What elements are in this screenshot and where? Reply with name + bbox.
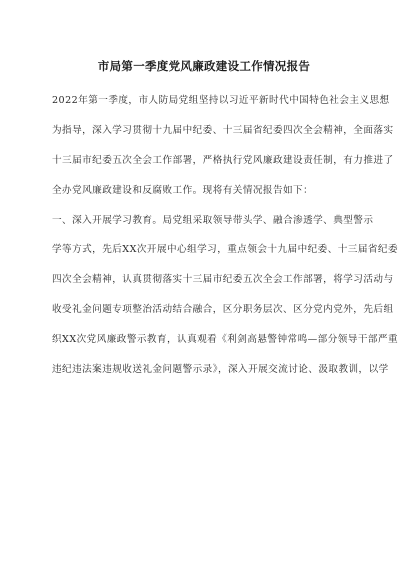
body-line-4: 全办党风廉政建设和反腐败工作。现将有关情况报告如下： [52,184,314,196]
body-line-1: 2022年第一季度，市人防局党组坚持以习近平新时代中国特色社会主义思想 [52,95,390,106]
body-line-2: 为指导，深入学习贯彻十九届中纪委、十三届省纪委四次全会精神，全面落实 [52,124,394,136]
document-title: 市局第一季度党风廉政建设工作情况报告 [97,59,311,73]
body-line-8: 收受礼金问题专项整治活动结合融合，区分职务层次、区分党内党外，先后组 [52,304,394,316]
body-line-10: 违纪违法案违规收送礼金问题警示录》，深入开展交流讨论、汲取教训，以学 [52,364,389,376]
body-line-6: 学等方式，先后XX次开展中心组学习，重点领会十九届中纪委、十三届省纪委 [52,244,399,256]
body-line-3: 十三届市纪委五次全会工作部署，严格执行党风廉政建设责任制，有力推进了 [52,154,394,166]
body-line-7: 四次全会精神，认真贯彻落实十三届市纪委五次全会工作部署，将学习活动与 [52,274,394,286]
body-line-5: 一、深入开展学习教育。局党组采取领导带头学、融合渗透学、典型警示 [52,214,374,226]
document-body [52,86,399,385]
body-line-9: 织XX次党风廉政警示教育，认真观看《利剑高悬警钟常鸣—部分领导干部严重 [52,334,399,346]
